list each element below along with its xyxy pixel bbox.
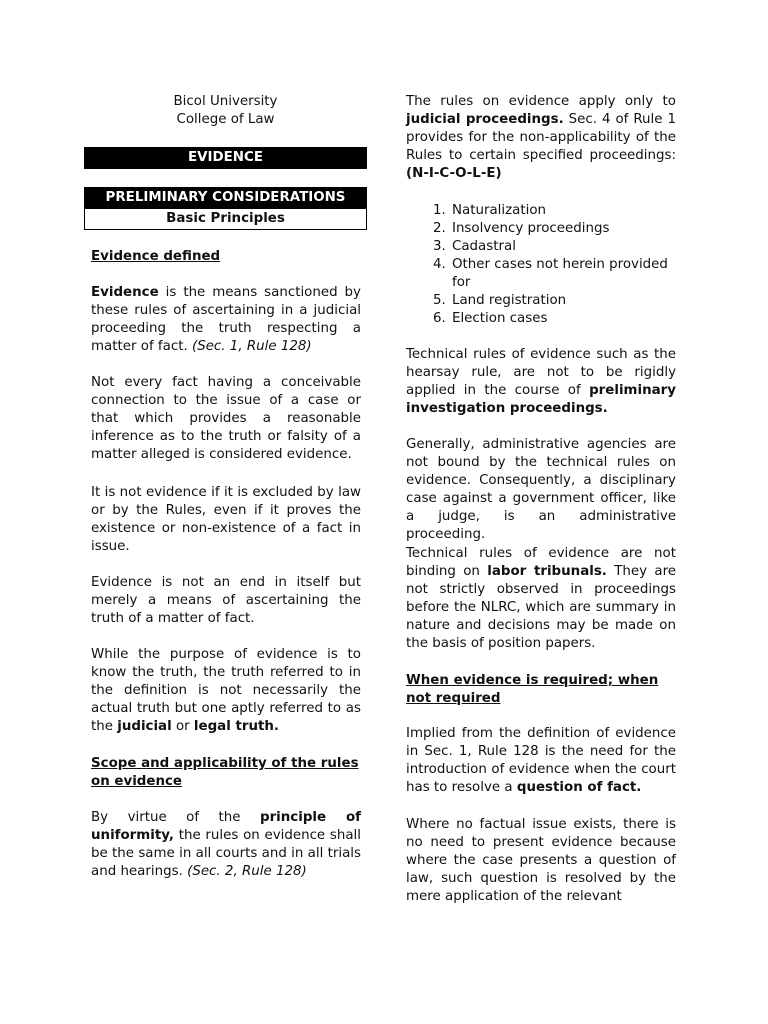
paragraph-labor-tribunals: Technical rules of evidence are not binding on labor tribunals. They are not strictly observed in proceedings before the NLRC, which are summary in nature and decisions may be made on the basis of position papers. <box>406 546 677 651</box>
citation: (Sec. 1, Rule 128) <box>191 339 312 354</box>
exceptions-list <box>406 202 676 328</box>
paragraph: Where no factual issue exists, there is no need to present evidence because where the case presents a question of law, such question is resolved by the mere application of the relevant <box>406 817 676 904</box>
paragraph-preliminary-investigation: Technical rules of evidence such as the hearsay rule, are not to be rigidly applied in the course of preliminary investigation proceedings. <box>406 347 676 416</box>
section-bar: PRELIMINARY CONSIDERATIONS <box>84 187 367 209</box>
heading-evidence-defined: Evidence defined <box>91 249 221 264</box>
list-item: 2. Insolvency proceedings <box>450 220 676 238</box>
list-item: 4. Other cases not herein provided for <box>450 256 676 292</box>
acronym: (N-I-C-O-L-E) <box>406 166 502 181</box>
subsection-bar: Basic Principles <box>84 208 367 230</box>
list-item: 3. Cadastral <box>450 238 676 256</box>
college-name: College of Law <box>176 112 275 127</box>
paragraph: Generally, administrative agencies are not bound by the technical rules on evidence. Consequently, a disciplinary case against a government officer, like a judge, is an administrative proceeding. <box>406 437 676 542</box>
list-item: 1. Naturalization <box>450 202 676 220</box>
paragraph-question-of-fact: Implied from the definition of evidence in Sec. 1, Rule 128 is the need for the introduction of evidence when the court has to resolve a question of fact. <box>406 726 676 795</box>
paragraph-legal-truth: While the purpose of evidence is to know the truth, the truth referred to in the definition is not necessarily the actual truth but one aptly referred to as the judicial or legal truth. <box>91 647 361 734</box>
paragraph: It is not evidence if it is excluded by law or by the Rules, even if it proves the existence or non-existence of a fact in issue. <box>91 485 361 554</box>
term-evidence: Evidence <box>91 285 159 300</box>
heading-scope: Scope and applicability of the rules on evidence <box>91 756 359 789</box>
paragraph-definition: Evidence is the means sanctioned by these rules of ascertaining in a judicial proceeding the truth respecting a matter of fact. (Sec. 1, Rule 128) <box>91 285 361 354</box>
list-item: 5. Land registration <box>450 292 676 310</box>
paragraph: Evidence is not an end in itself but merely a means of ascertaining the truth of a matter of fact. <box>91 575 361 626</box>
paragraph: Not every fact having a conceivable connection to the issue of a case or that which provides a reasonable inference as to the truth or falsity of a matter alleged is considered evidence. <box>91 375 361 462</box>
paragraph-uniformity: By virtue of the principle of uniformity, the rules on evidence shall be the same in all courts and in all trials and hearings. (Sec. 2, Rule 128) <box>91 810 361 879</box>
paragraph-applicability: The rules on evidence apply only to judicial proceedings. Sec. 4 of Rule 1 provides for the non-applicability of the Rules to certain specified proceedings: (N-I-C-O-L-E) <box>406 94 676 181</box>
university-name: Bicol University <box>173 94 278 109</box>
list-item: 6. Election cases <box>450 310 676 328</box>
heading-when-required: When evidence is required; when not required <box>406 673 659 706</box>
citation: (Sec. 2, Rule 128) <box>187 864 307 879</box>
title-bar: EVIDENCE <box>84 147 367 169</box>
